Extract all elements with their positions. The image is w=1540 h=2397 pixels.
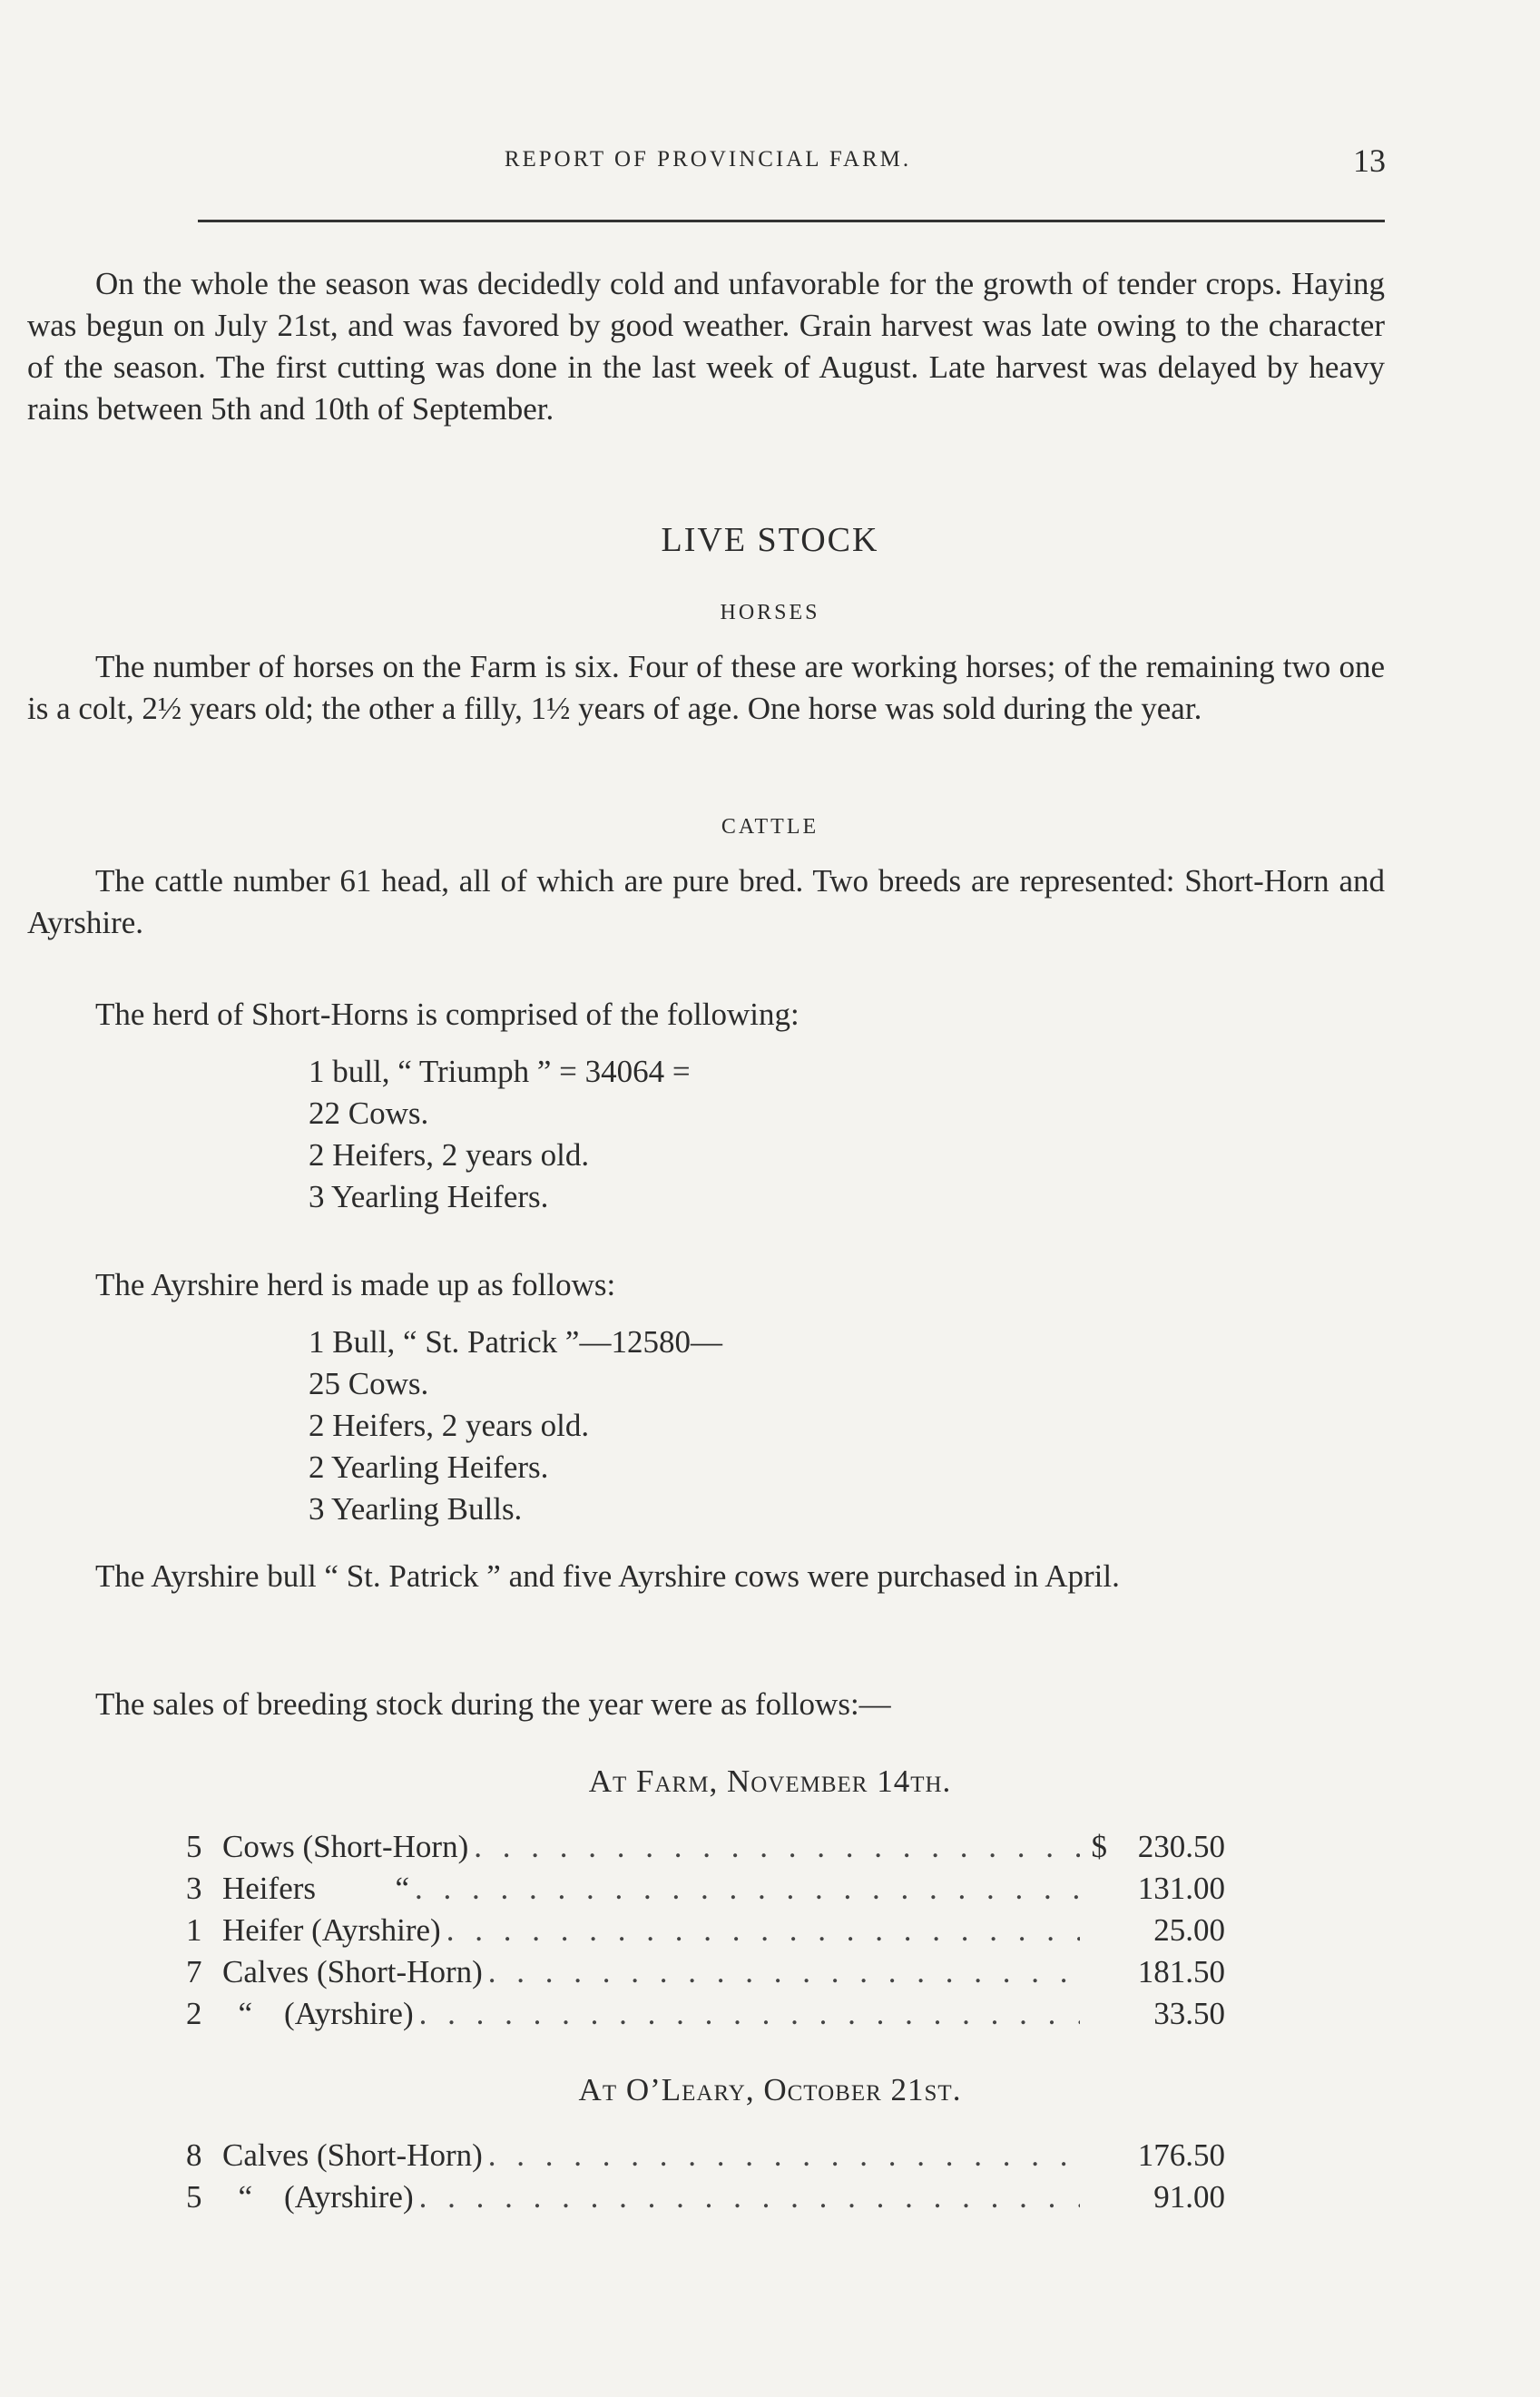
leader-dots [474,1826,1080,1868]
shorthorn-list [309,1051,691,1218]
list-item: 2 Heifers, 2 years old. [309,1137,590,1173]
oleary-sales-table [186,2135,1225,2218]
oleary-sales-heading: At O’Leary, October 21st. [578,2072,962,2107]
list-item: 25 Cows. [309,1366,429,1401]
table-row [186,1868,1225,1910]
amount: 131.00 [1137,1871,1225,1906]
amount: 33.50 [1153,1996,1225,2031]
farm-sales-heading: At Farm, November 14th. [588,1763,952,1799]
quantity: 3 [186,1871,202,1906]
item-label: Cows (Short-Horn) [222,1829,469,1864]
quantity: 7 [186,1954,202,1989]
item-label: Calves (Short-Horn) [222,1954,483,1989]
leader-dots [488,2135,1080,2176]
running-head [0,142,1540,183]
list-item: 3 Yearling Heifers. [309,1179,549,1214]
intro-paragraph: On the whole the season was decidedly cold and unfavorable for the growth of tender crops. Haying was begun on July 21st, and was favored by good weather. Grain harvest was late owing to the character of the season. The first cutting was done in the last week of August. Late harvest was delayed by heavy rains between 5th and 10th of September. [27,266,1385,427]
quantity: 5 [186,1829,202,1864]
amount: 25.00 [1153,1912,1225,1948]
list-item: 22 Cows. [309,1095,429,1131]
item-label: Calves (Short-Horn) [222,2137,483,2173]
leader-dots [415,1868,1080,1910]
purchase-note: The Ayrshire bull “ St. Patrick ” and five Ayrshire cows were purchased in April. [95,1558,1120,1594]
list-item: 2 Yearling Heifers. [309,1449,549,1485]
table-row [186,1993,1225,2035]
table-row [186,2176,1225,2218]
amount: 176.50 [1137,2137,1225,2173]
item-label: “ (Ayrshire) [222,2179,414,2215]
item-label: “ (Ayrshire) [222,1996,414,2031]
header-rule [198,220,1385,222]
quantity: 8 [186,2137,202,2173]
sales-intro: The sales of breeding stock during the year were as follows:— [95,1686,891,1722]
list-item: 3 Yearling Bulls. [309,1491,523,1527]
leader-dots [446,1910,1080,1951]
table-row [186,1951,1225,1993]
currency-sign: $ [1091,1829,1107,1864]
leader-dots [488,1951,1080,1993]
horses-heading: HORSES [720,601,820,624]
item-label: Heifer (Ayrshire) [222,1912,441,1948]
list-item: 1 Bull, “ St. Patrick ”—12580— [309,1324,722,1360]
quantity: 1 [186,1912,202,1948]
list-item: 2 Heifers, 2 years old. [309,1408,590,1443]
page-number: 13 [1353,142,1386,179]
table-row [186,2135,1225,2176]
table-row [186,1910,1225,1951]
amount: 91.00 [1153,2179,1225,2215]
item-label: Heifers “ [222,1871,410,1906]
leader-dots [419,2176,1080,2218]
running-title: REPORT OF PROVINCIAL FARM. [504,147,912,172]
table-row [186,1826,1225,1868]
farm-sales-table [186,1826,1225,2035]
shorthorn-intro: The herd of Short-Horns is comprised of the following: [95,997,799,1032]
ayrshire-list [309,1321,722,1530]
quantity: 5 [186,2179,202,2215]
cattle-heading: CATTLE [721,815,819,839]
amount: 230.50 [1137,1829,1225,1864]
leader-dots [419,1993,1080,2035]
section-title: LIVE STOCK [661,521,879,559]
list-item: 1 bull, “ Triumph ” = 34064 = [309,1054,691,1089]
amount: 181.50 [1137,1954,1225,1989]
horses-paragraph: The number of horses on the Farm is six. Four of these are working horses; of the remaining two one is a colt, 2½ years old; the other a filly, 1½ years of age. One horse was sold during the year. [27,649,1385,726]
ayrshire-intro: The Ayrshire herd is made up as follows: [95,1267,616,1302]
quantity: 2 [186,1996,202,2031]
cattle-paragraph: The cattle number 61 head, all of which are pure bred. Two breeds are represented: Short-Horn and Ayrshire. [27,863,1385,940]
